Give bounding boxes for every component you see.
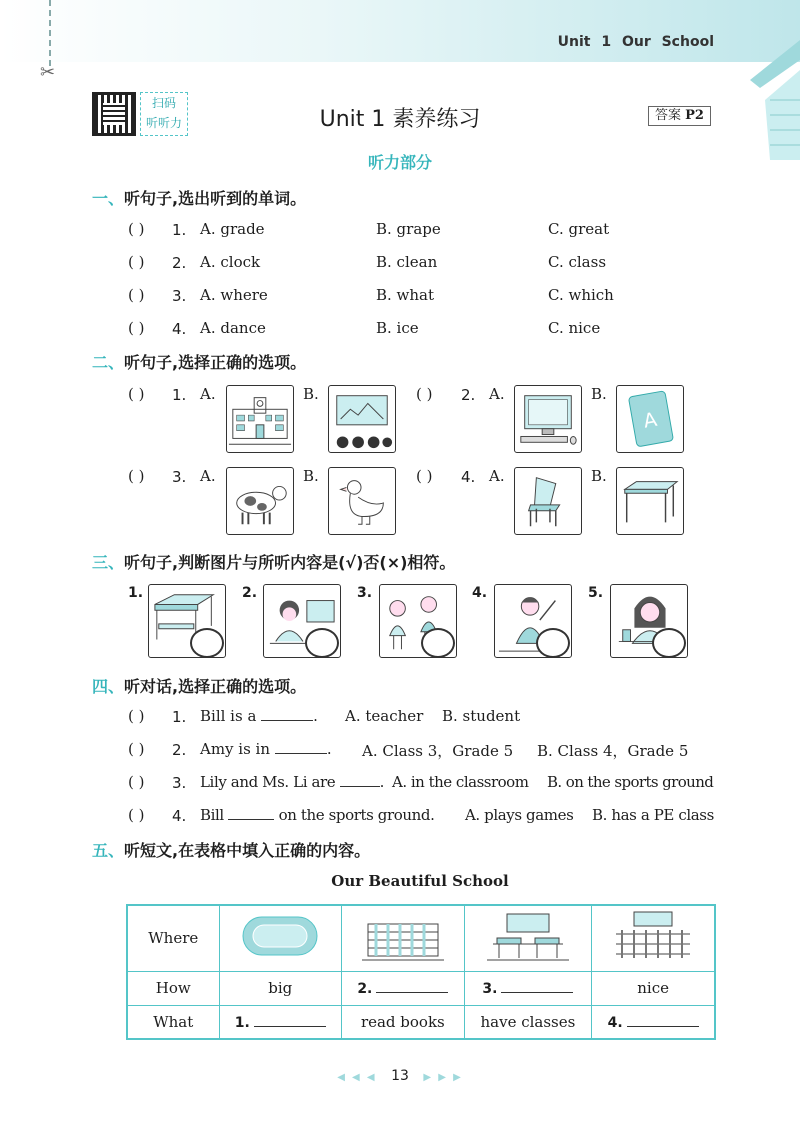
school-building-picture[interactable]	[226, 385, 294, 453]
school-table: Where How big 2. 3. nice What 1. read books have classes 4.	[126, 904, 716, 1040]
q3-answer-circle-3[interactable]	[421, 628, 455, 658]
playground-picture	[219, 905, 342, 971]
svg-text:A: A	[641, 407, 659, 433]
cinema-screen-picture[interactable]	[328, 385, 396, 453]
q3-answer-circle-1[interactable]	[190, 628, 224, 658]
answer-paren[interactable]: ( )	[128, 385, 145, 403]
header-band	[0, 0, 800, 62]
q1-heading: 一、听句子,选出听到的单词。	[92, 189, 307, 208]
fill-cell[interactable]: 1.	[219, 1005, 342, 1039]
answer-paren[interactable]: ( )	[128, 707, 145, 725]
q3-answer-circle-4[interactable]	[536, 628, 570, 658]
cut-line	[49, 0, 51, 66]
scissors-icon: ✂	[40, 62, 56, 83]
library-picture	[342, 905, 465, 971]
page-title: Unit 1 素养练习	[319, 107, 481, 132]
fill-cell[interactable]: 4.	[592, 1005, 715, 1039]
qr-label: 扫码 听听力	[140, 92, 188, 136]
row-header-what: What	[127, 1005, 219, 1039]
q3-heading: 三、听句子,判断图片与所听内容是(√)否(×)相符。	[92, 553, 456, 572]
answer-paren[interactable]: ( )	[128, 773, 145, 791]
answer-paren[interactable]: ( )	[128, 740, 145, 758]
row-header-how: How	[127, 971, 219, 1005]
q2-heading: 二、听句子,选择正确的选项。	[92, 353, 307, 372]
dining-hall-picture	[592, 905, 715, 971]
letter-card-picture[interactable]	[616, 385, 684, 453]
fill-cell[interactable]: 2.	[342, 971, 465, 1005]
computer-picture[interactable]	[514, 385, 582, 453]
fill-blank[interactable]	[261, 707, 313, 721]
unit-header: Unit 1 Our School	[557, 34, 714, 50]
fill-blank[interactable]	[275, 740, 327, 754]
section-title: 听力部分	[367, 153, 432, 172]
duck-picture[interactable]	[328, 467, 396, 535]
chair-picture[interactable]	[514, 467, 582, 535]
classroom-picture	[464, 905, 592, 971]
answer-tag: 答案 P2	[648, 106, 711, 126]
fill-cell[interactable]: 3.	[464, 971, 592, 1005]
q4-heading: 四、听对话,选择正确的选项。	[92, 677, 307, 696]
q5-heading: 五、听短文,在表格中填入正确的内容。	[92, 841, 371, 860]
fill-blank[interactable]	[340, 773, 380, 787]
answer-paren[interactable]: ( )	[128, 467, 145, 485]
row-header-where: Where	[127, 905, 219, 971]
roof-decoration	[730, 40, 800, 160]
q3-answer-circle-2[interactable]	[305, 628, 339, 658]
fill-blank[interactable]	[228, 806, 274, 820]
answer-paren[interactable]: ( )	[128, 806, 145, 824]
desk-picture[interactable]	[616, 467, 684, 535]
q3-answer-circle-5[interactable]	[652, 628, 686, 658]
page-number: ◀ ◀ ◀ 13 ▶ ▶ ▶	[337, 1068, 463, 1084]
answer-paren[interactable]: ( )	[416, 467, 433, 485]
cow-picture[interactable]	[226, 467, 294, 535]
table-title: Our Beautiful School	[331, 872, 509, 890]
answer-paren[interactable]: ( )	[416, 385, 433, 403]
